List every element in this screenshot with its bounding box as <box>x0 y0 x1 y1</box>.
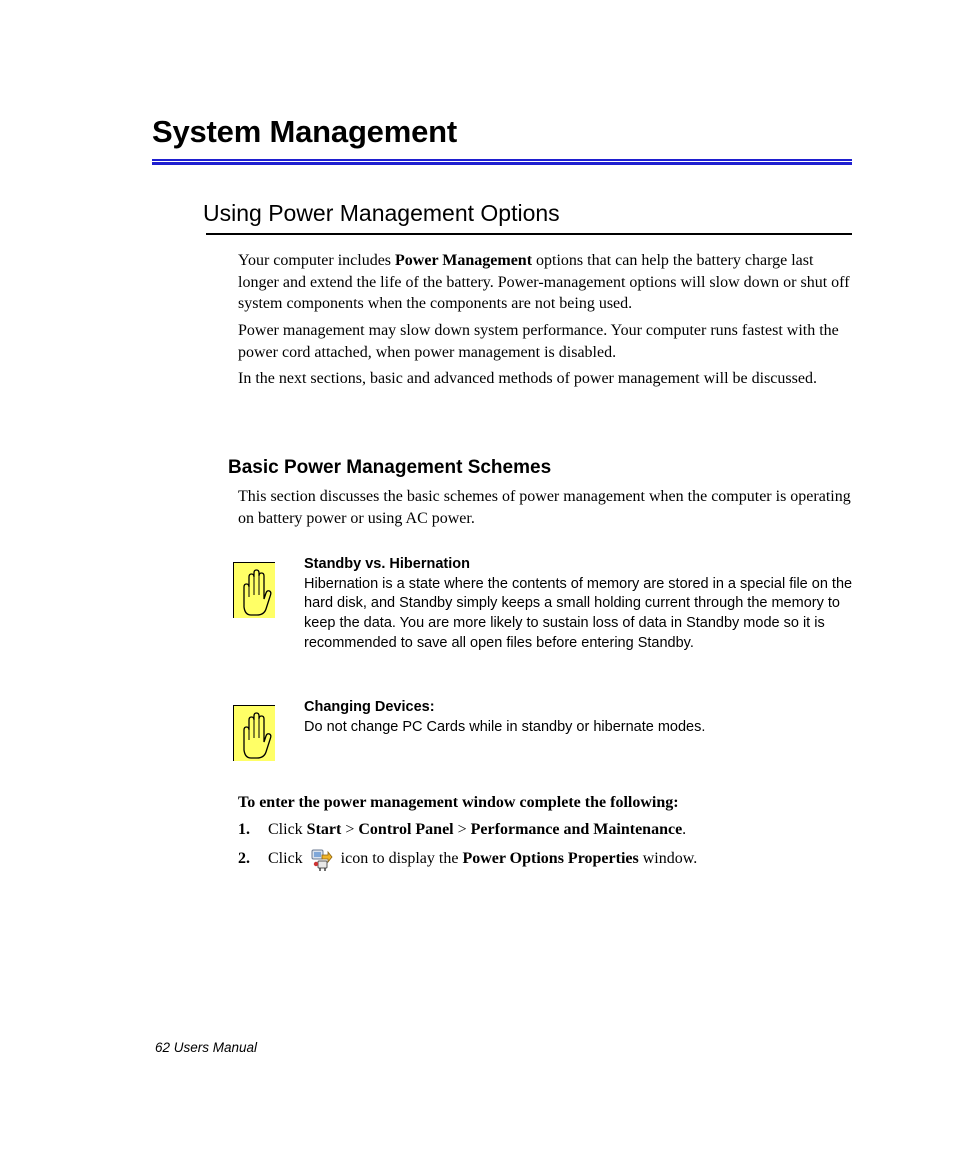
section-title: Using Power Management Options <box>203 200 560 226</box>
subsection-title: Basic Power Management Schemes <box>228 457 552 478</box>
page-footer: 62 Users Manual <box>155 1040 258 1055</box>
note-standby-hibernation <box>304 555 856 654</box>
section-rule <box>206 233 852 235</box>
procedure-heading: To enter the power management window complete the following: <box>238 794 679 811</box>
intro-paragraph-1: Your computer includes Power Management options that can help the battery charge last longer and extend the life of the battery. Power-management options will slow down or shut off system components when the components are not being used. <box>238 252 850 312</box>
power-options-icon <box>309 846 335 872</box>
stop-hand-icon <box>233 705 275 761</box>
note-body: Hibernation is a state where the contents of memory are stored in a special file on the hard disk, and Standby simply keeps a small holding current through the memory to keep the data. You are more likely to sustain loss of data in Standby mode so it is recommended to save all open files before entering Standby. <box>304 575 853 651</box>
intro-paragraph-2: Power management may slow down system performance. Your computer runs fastest with the power cord attached, when power management is disabled. <box>238 322 839 361</box>
procedure-step-1: 1. Click Start > Control Panel > Performance and Maintenance. <box>238 821 687 838</box>
stop-hand-icon <box>233 562 275 618</box>
note-changing-devices <box>304 698 856 737</box>
chapter-rule <box>152 159 852 165</box>
intro-paragraph-3: In the next sections, basic and advanced methods of power management will be discussed. <box>238 370 817 387</box>
note-title: Changing Devices: <box>304 699 435 715</box>
note-title: Standby vs. Hibernation <box>304 556 470 572</box>
procedure-step-2: 2. Click icon to display the Power Options Properties window. <box>238 846 697 872</box>
note-body: Do not change PC Cards while in standby or hibernate modes. <box>304 718 706 735</box>
subsection-intro: This section discusses the basic schemes of power management when the computer is operating on battery power or using AC power. <box>238 488 851 527</box>
chapter-title: System Management <box>152 114 457 149</box>
